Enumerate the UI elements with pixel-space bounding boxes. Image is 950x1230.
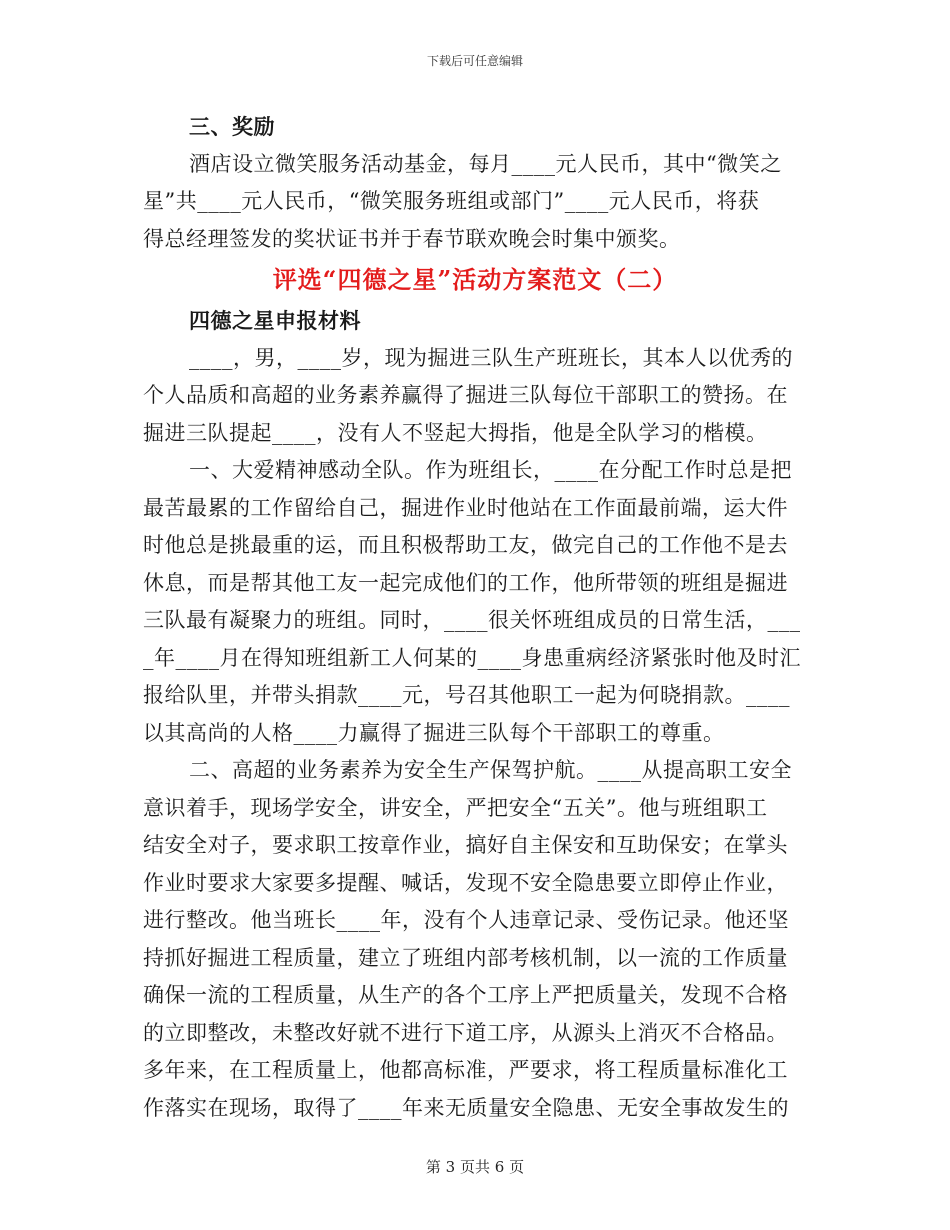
- para1-line: 三队最有凝聚力的班组。同时，____很关怀班组成员的日常生活，___: [143, 608, 801, 632]
- para1-line: 休息，而是帮其他工友一起完成他们的工作，他所带领的班组是掘进: [143, 570, 788, 595]
- para2-line: 结安全对子，要求职工按章作业，搞好自主保安和互助保安；在掌头: [143, 833, 788, 857]
- section-heading-rewards: 三、奖励: [189, 114, 275, 139]
- rewards-line: 星”共____元人民币，“微笑服务班组或部门”____元人民币，将获: [143, 189, 760, 213]
- para2-line: 意识着手，现场学安全，讲安全，严把安全“五关”。他与班组职工: [143, 795, 768, 820]
- para2-line: 二、高超的业务素养为安全生产保驾护航。____从提高职工安全: [189, 758, 792, 782]
- intro-line: 个人品质和高超的业务素养赢得了掘进三队每位干部职工的赞扬。在: [143, 383, 788, 407]
- page-footer: 第 3 页共 6 页: [425, 1158, 525, 1176]
- para2-line: 作业时要求大家要多提醒、喊话，发现不安全隐患要立即停止作业，: [143, 870, 788, 895]
- para1-line: 最苦最累的工作留给自己，掘进作业时他站在工作面最前端，运大件: [143, 495, 788, 520]
- intro-line: 掘进三队提起____，没有人不竖起大拇指，他是全队学习的楷模。: [143, 420, 768, 445]
- article-subheading: 四德之星申报材料: [189, 308, 361, 333]
- para2-line: 确保一流的工程质量，从生产的各个工序上严把质量关，发现不合格: [143, 983, 788, 1007]
- article-title: 评选“四德之星”活动方案范文（二）: [272, 265, 678, 294]
- para1-line: 报给队里，并带头捐款____元，号召其他职工一起为何晓捐款。____: [143, 683, 790, 707]
- para2-line: 持抓好掘进工程质量，建立了班组内部考核机制，以一流的工作质量: [143, 945, 788, 970]
- para2-line: 进行整改。他当班长____年，没有个人违章记录、受伤记录。他还坚: [143, 908, 789, 932]
- para2-line: 多年来，在工程质量上，他都高标准，严要求，将工程质量标准化工: [143, 1058, 788, 1082]
- para1-line: 以其高尚的人格____力赢得了掘进三队每个干部职工的尊重。: [143, 720, 725, 745]
- rewards-line: 得总经理签发的奖状证书并于春节联欢晚会时集中颁奖。: [143, 226, 681, 251]
- rewards-line: 酒店设立微笑服务活动基金，每月____元人民币，其中“微笑之: [189, 151, 782, 176]
- header-note: 下载后可任意编辑: [426, 54, 523, 68]
- para2-line: 作落实在现场，取得了____年来无质量安全隐患、无安全事故发生的: [143, 1095, 789, 1120]
- intro-line: ____，男，____岁，现为掘进三队生产班班长，其本人以优秀的: [189, 345, 793, 370]
- para1-line: _年____月在得知班组新工人何某的____身患重病经济紧张时他及时汇: [143, 645, 801, 670]
- para1-line: 时他总是挑最重的运，而且积极帮助工友，做完自己的工作他不是去: [143, 533, 788, 557]
- document-body: [143, 108, 803, 1127]
- para1-line: 一、大爱精神感动全队。作为班组长，____在分配工作时总是把: [189, 458, 792, 482]
- para2-line: 的立即整改，未整改好就不进行下道工序，从源头上消灭不合格品。: [143, 1020, 788, 1045]
